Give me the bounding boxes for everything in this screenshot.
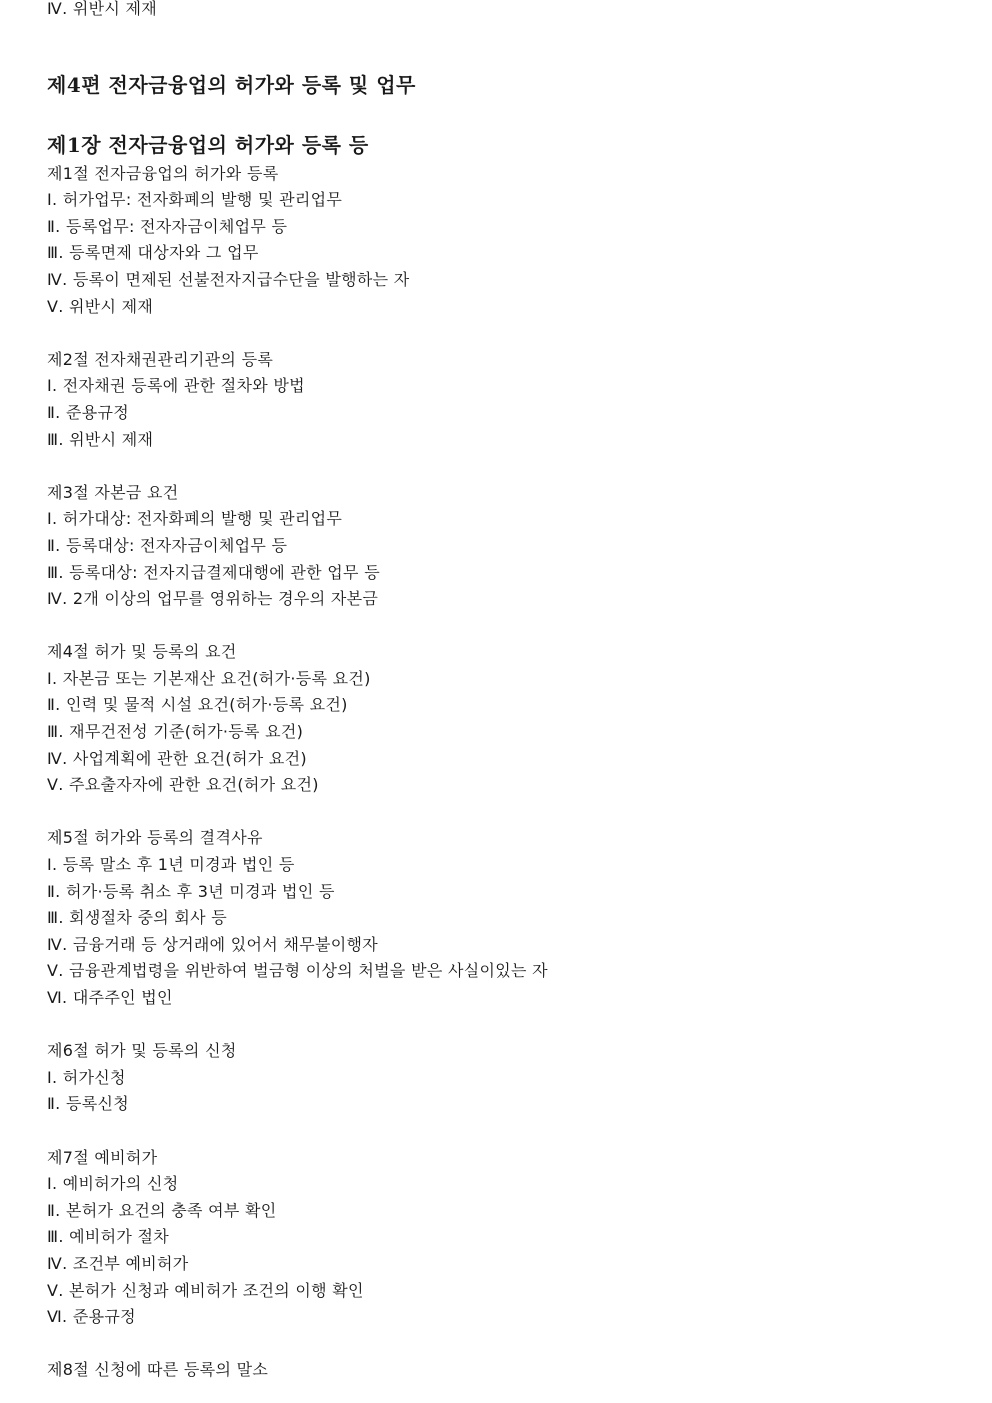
section-title: 제3절 자본금 요건 [47,482,179,502]
section-item: Ⅱ. 허가·등록 취소 후 3년 미경과 법인 등 [47,881,335,901]
section-item: Ⅵ. 준용규정 [47,1307,136,1327]
section-item: Ⅲ. 등록대상: 전자지급결제대행에 관한 업무 등 [47,562,380,582]
section-item: Ⅵ. 대주주인 법인 [47,988,173,1007]
section-item: Ⅴ. 금융관계법령을 위반하여 벌금형 이상의 처벌을 받은 사실이있는 자 [47,961,548,981]
document-body [47,0,947,1384]
section-title: 제2절 전자채권관리기관의 등록 [47,349,274,369]
section-item: Ⅴ. 위반시 제재 [47,296,154,316]
section-title: 제7절 예비허가 [47,1147,158,1167]
section-item: Ⅰ. 허가대상: 전자화폐의 발행 및 관리업무 [47,509,343,529]
section-item: Ⅲ. 회생절차 중의 회사 등 [47,908,228,928]
section-item: Ⅳ. 금융거래 등 상거래에 있어서 채무불이행자 [47,934,378,954]
chapter-title: 제1장 전자금융업의 허가와 등록 등 [47,132,369,157]
section-item: Ⅳ. 조건부 예비허가 [47,1253,189,1273]
section-item: Ⅱ. 본허가 요건의 충족 여부 확인 [47,1200,277,1220]
section-item: Ⅱ. 등록업무: 전자자금이체업무 등 [47,216,288,236]
previous-section-last-item: Ⅳ. 위반시 제재 [47,0,158,18]
section-title: 제6절 허가 및 등록의 신청 [47,1041,237,1061]
part-title: 제4편 전자금융업의 허가와 등록 및 업무 [47,72,416,97]
section-title: 제5절 허가와 등록의 결격사유 [47,828,263,848]
section-item: Ⅰ. 허가신청 [47,1067,126,1087]
section-item: Ⅰ. 예비허가의 신청 [47,1174,179,1194]
section-item: Ⅰ. 자본금 또는 기본재산 요건(허가·등록 요건) [47,668,371,688]
section-item: Ⅲ. 등록면제 대상자와 그 업무 [47,243,259,263]
section-item: Ⅲ. 예비허가 절차 [47,1227,170,1247]
section-item: Ⅴ. 본허가 신청과 예비허가 조건의 이행 확인 [47,1280,364,1300]
section-item: Ⅴ. 주요출자자에 관한 요건(허가 요건) [47,775,319,795]
section-item: Ⅱ. 등록대상: 전자자금이체업무 등 [47,535,288,555]
section-item: Ⅱ. 등록신청 [47,1094,129,1114]
section-item: Ⅰ. 허가업무: 전자화폐의 발행 및 관리업무 [47,190,343,210]
section-item: Ⅳ. 2개 이상의 업무를 영위하는 경우의 자본금 [47,589,379,609]
section-list [47,161,947,1384]
section-title: 제4절 허가 및 등록의 요건 [47,642,237,662]
section-item: Ⅱ. 준용규정 [47,402,129,422]
section-item: Ⅰ. 전자채권 등록에 관한 절차와 방법 [47,376,305,396]
section-item: Ⅰ. 등록 말소 후 1년 미경과 법인 등 [47,855,295,875]
section-item: Ⅳ. 사업계획에 관한 요건(허가 요건) [47,748,307,768]
section-item: Ⅳ. 등록이 면제된 선불전자지급수단을 발행하는 자 [47,269,410,289]
section-title: 제1절 전자금융업의 허가와 등록 [47,163,279,183]
section-item: Ⅲ. 재무건전성 기준(허가·등록 요건) [47,722,304,742]
section-item: Ⅲ. 위반시 제재 [47,429,154,449]
section-item: Ⅱ. 인력 및 물적 시설 요건(허가·등록 요건) [47,695,348,715]
section-title: 제8절 신청에 따른 등록의 말소 [47,1360,269,1380]
